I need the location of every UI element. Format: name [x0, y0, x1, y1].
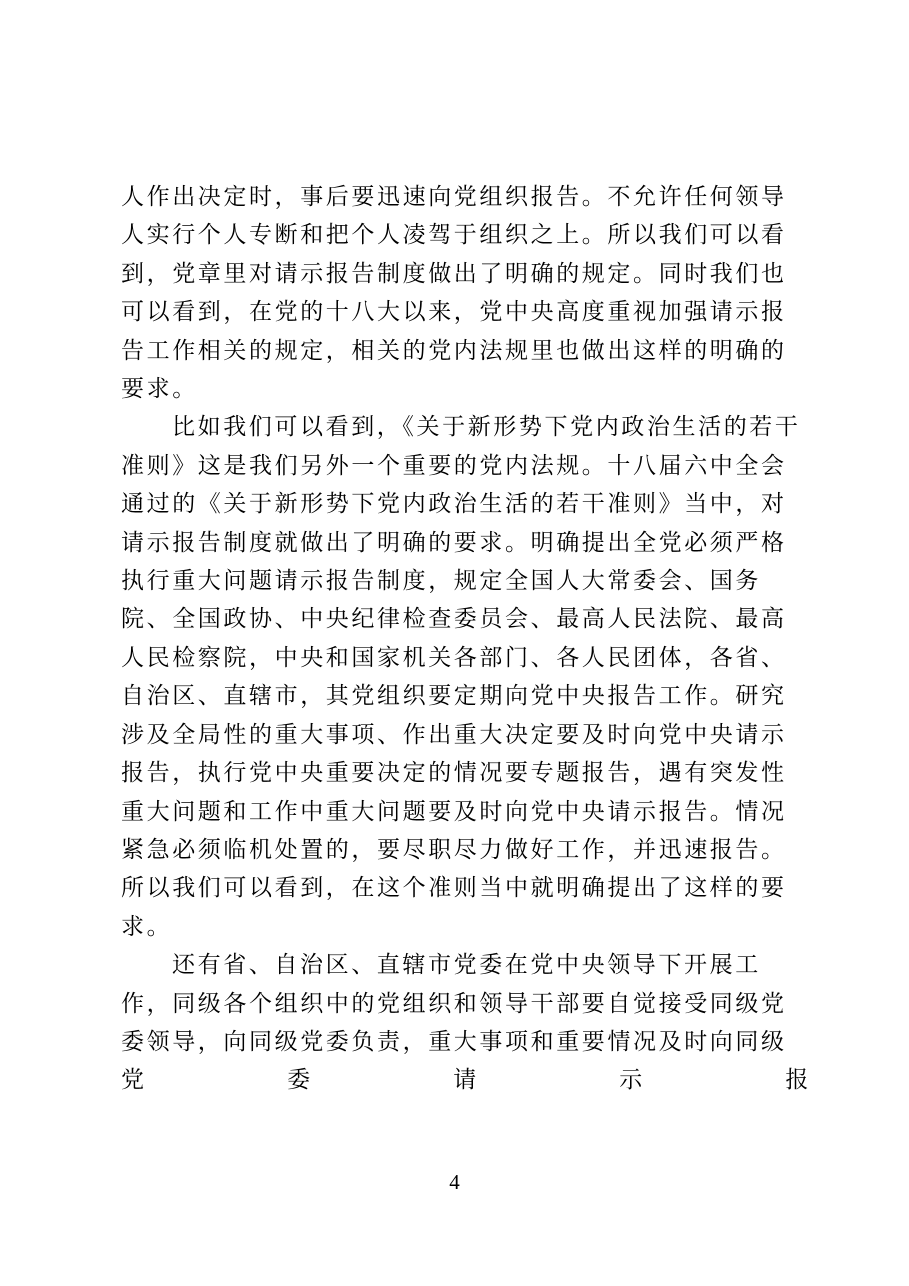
paragraph-provincial-committees: 还有省、自治区、直辖市党委在党中央领导下开展工作，同级各个组织中的党组织和领导干部要自觉接受同级党委领导，向同级党委负责，重大事项和重要情况及时向同级党委请示报: [121, 952, 811, 1094]
document-body: [121, 178, 811, 1100]
paragraph-guidelines: 比如我们可以看到，《关于新形势下党内政治生活的若干准则》这是我们另外一个重要的党内法规。十八届六中全会通过的《关于新形势下党内政治生活的若干准则》当中，对请示报告制度就做出了明确的要求。明确提出全党必须严格执行重大问题请示报告制度，规定全国人大常委会、国务院、全国政协、中央纪律检查委员会、最高人民法院、最高人民检察院，中央和国家机关各部门、各人民团体，各省、自治区、直辖市，其党组织要定期向党中央报告工作。研究涉及全局性的重大事项、作出重大决定要及时向党中央请示报告，执行党中央重要决定的情况要专题报告，遇有突发性重大问题和工作中重大问题要及时向党中央请示报告。情况紧急必须临机处置的，要尽职尽力做好工作，并迅速报告。所以我们可以看到，在这个准则当中就明确提出了这样的要求。: [121, 414, 801, 940]
page-number: 4: [449, 1170, 460, 1194]
paragraph-continued: 人作出决定时，事后要迅速向党组织报告。不允许任何领导人实行个人专断和把个人凌驾于组织之上。所以我们可以看到，党章里对请示报告制度做出了明确的规定。同时我们也可以看到，在党的十八大以来，党中央高度重视加强请示报告工作相关的规定，相关的党内法规里也做出这样的明确的要求。: [121, 184, 787, 403]
